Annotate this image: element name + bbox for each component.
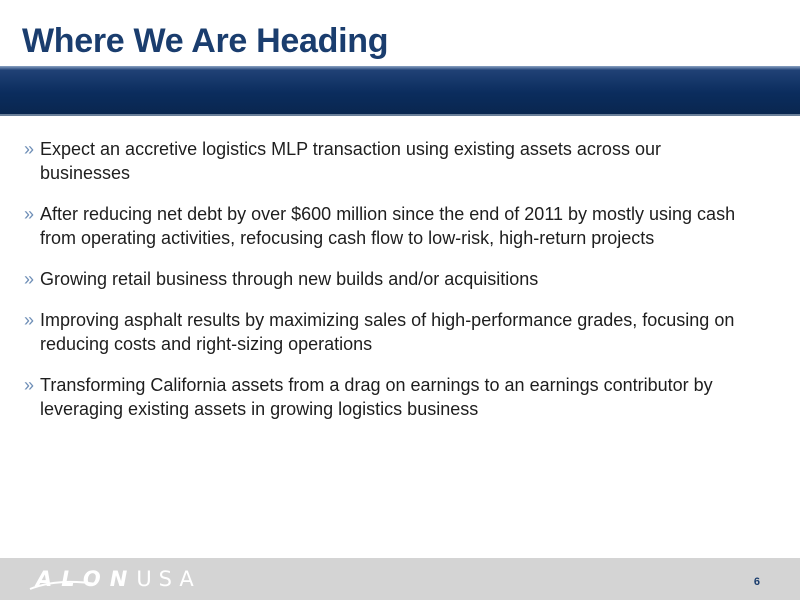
bullet-item bbox=[24, 202, 744, 250]
bullet-text: Growing retail business through new builds and/or acquisitions bbox=[40, 269, 539, 289]
logo-wordmark-alon: ALON bbox=[36, 567, 137, 591]
bullet-text: After reducing net debt by over $600 million since the end of 2011 by mostly using cash from operating activities, refocusing cash flow to low-risk, high-return projects bbox=[40, 204, 736, 248]
bullet-marker-icon: » bbox=[24, 204, 35, 224]
bullet-marker-icon: » bbox=[24, 139, 35, 159]
bullet-marker-icon: » bbox=[24, 310, 35, 330]
title-band bbox=[0, 66, 800, 116]
bullet-text: Transforming California assets from a drag on earnings to an earnings contributor by leveraging existing assets in growing logistics business bbox=[40, 375, 713, 419]
page-number: 6 bbox=[753, 576, 760, 588]
bullet-item bbox=[24, 137, 744, 185]
logo-wordmark-usa: USA bbox=[136, 567, 201, 591]
bullet-item bbox=[24, 267, 744, 291]
bullet-list bbox=[24, 137, 744, 438]
bullet-text: Expect an accretive logistics MLP transaction using existing assets across our businesses bbox=[40, 139, 661, 183]
bullet-marker-icon: » bbox=[24, 375, 35, 395]
slide-title: Where We Are Heading bbox=[22, 22, 389, 60]
bullet-text: Improving asphalt results by maximizing sales of high-performance grades, focusing on reducing costs and right-sizing operations bbox=[40, 310, 735, 354]
logo-swoosh-icon bbox=[28, 580, 98, 590]
bullet-item bbox=[24, 373, 744, 421]
bullet-item bbox=[24, 308, 744, 356]
footer-bar bbox=[0, 558, 800, 600]
bullet-marker-icon: » bbox=[24, 269, 35, 289]
